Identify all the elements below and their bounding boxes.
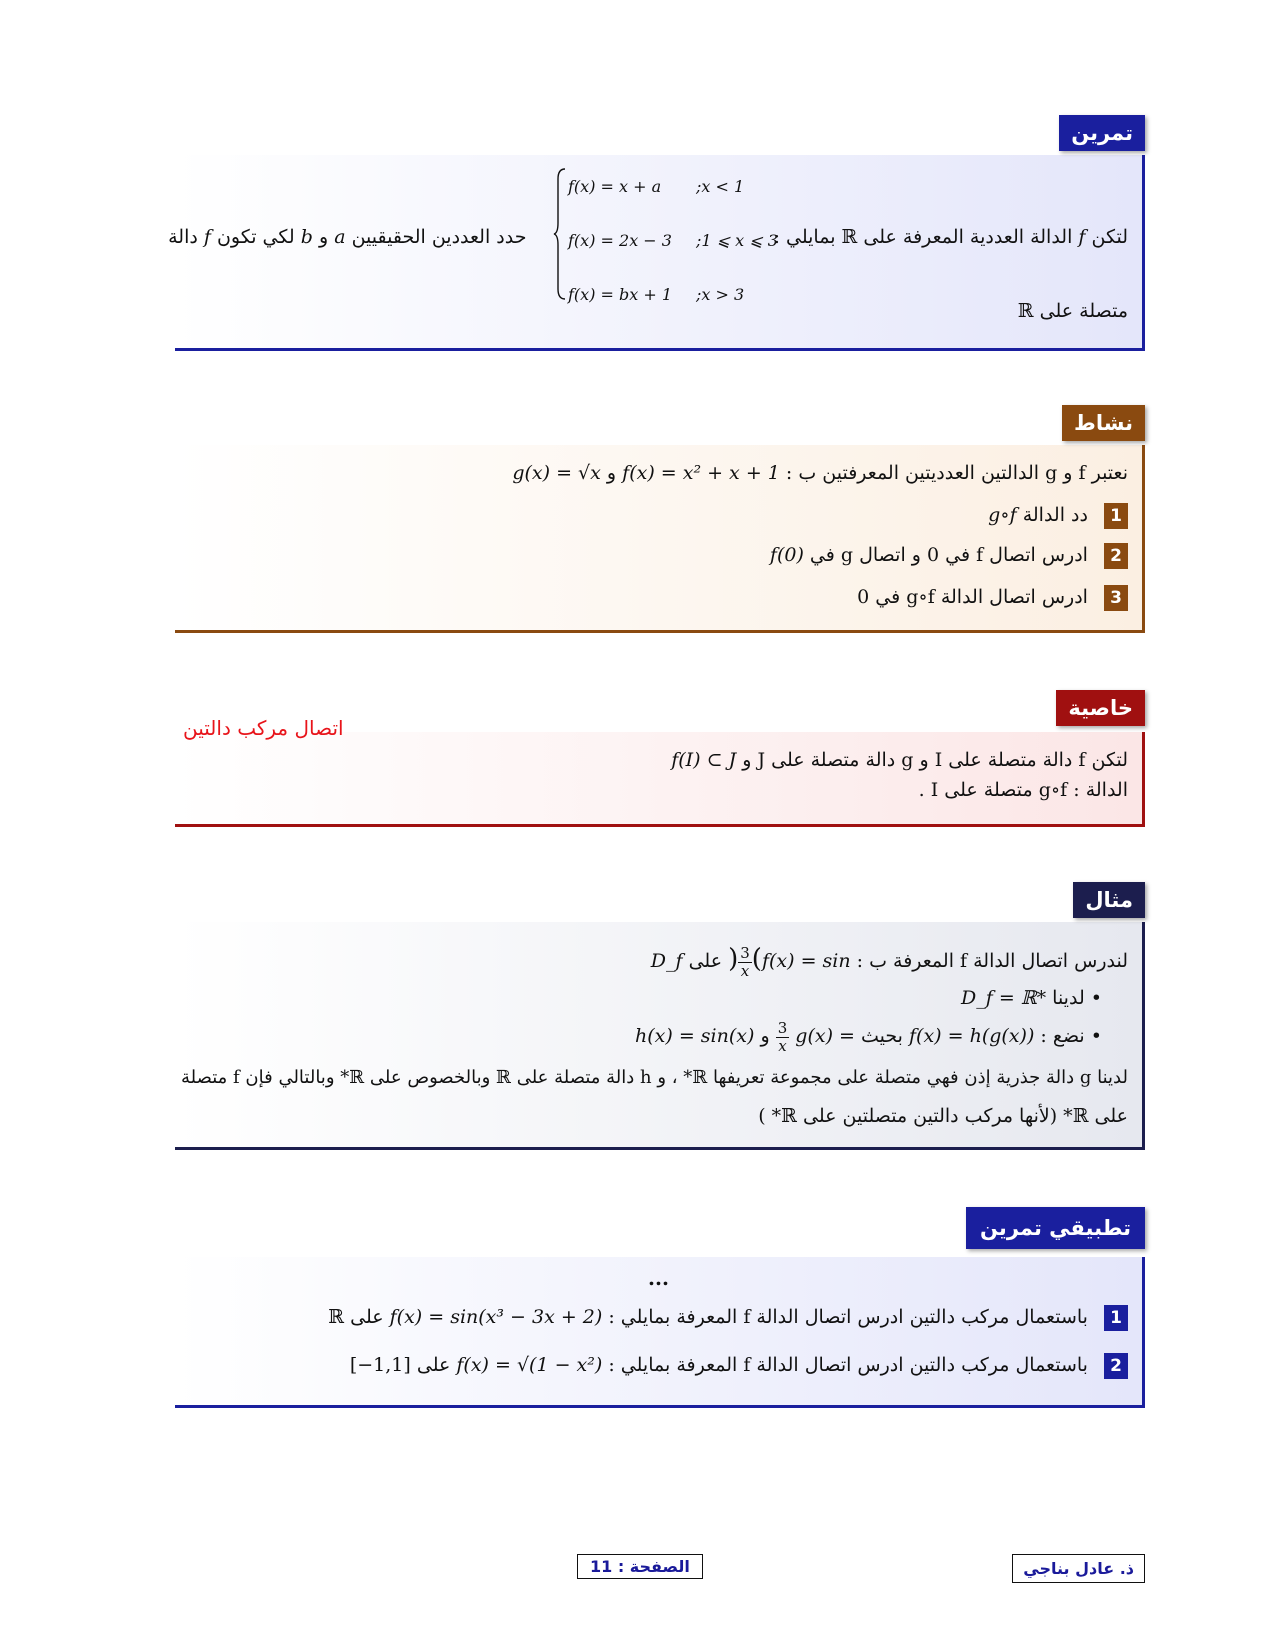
case-3-expr: f(x) = bx + 1 [568,285,673,304]
left-brace-icon [553,167,567,302]
property-line-1: لتكن f دالة متصلة على I و g دالة متصلة على J و f(I) ⊂ J [671,749,1128,771]
activity-intro: نعتبر f و g الدالتين العدديتين المعرفتين ب : f(x) = x² + x + 1 و g(x) = √x [512,462,1128,484]
applied-exercise-box [175,1207,1145,1412]
property-tag: خاصية [1056,690,1145,726]
case-2-cond: ;1 ⩽ x ⩽ 3 [696,231,778,250]
example-panel [175,922,1145,1147]
exercise-box-1 [168,115,1145,355]
ellipsis: ... [648,1266,669,1290]
applied-tag: تطبيقي تمرين [966,1207,1145,1249]
bottom-rule [175,1405,1145,1408]
activity-item-2: 2 ادرس اتصال f في 0 و اتصال g في f(0) [770,541,1128,570]
exercise-statement: لتكن f الدالة العددية المعرفة على ℝ بمايلي : حدد العددين الحقيقيين a و b لكي تكون f دالة [168,226,1128,248]
property-box [175,690,1145,830]
applied-item-1: 1 باستعمال مركب دالتين ادرس اتصال الدالة f المعرفة بمايلي : f(x) = sin(x³ − 3x + 2) على ℝ [328,1303,1128,1332]
example-box [175,882,1145,1154]
activity-panel [175,445,1145,630]
bottom-rule [175,824,1145,827]
case-1-expr: f(x) = x + a [568,177,662,196]
example-bullet-1: • لدينا D_f = ℝ* [961,987,1102,1009]
author-name: ذ. عادل بناجي [1012,1554,1145,1583]
case-2-expr: f(x) = 2x − 3 [568,231,672,250]
property-line-2: الدالة : g∘f متصلة على I . [918,779,1128,801]
bottom-rule [175,348,1145,351]
exercise-panel [168,155,1145,350]
exercise-tag: تمرين [1059,115,1145,151]
applied-item-2: 2 باستعمال مركب دالتين ادرس اتصال الدالة f المعرفة بمايلي : f(x) = √(1 − x²) على [−1,1] [350,1351,1128,1380]
bottom-rule [175,630,1145,633]
exercise-tail: متصلة على ℝ [1017,300,1128,322]
example-line-1: لندرس اتصال الدالة f المعرفة ب : f(x) = sin( $\frac{3}{x}$ ) على D_f [650,944,1128,980]
page-number: الصفحة : 11 [577,1554,703,1579]
piecewise-system [553,155,778,315]
case-1-cond: ;x < 1 [696,177,745,196]
activity-item-1: 1 دد الدالة g∘f [988,501,1128,530]
property-title: اتصال مركب دالتين [183,716,344,740]
activity-item-3: 3 ادرس اتصال الدالة g∘f في 0 [857,583,1128,612]
example-bullet-2: • نضع : f(x) = h(g(x)) بحيث g(x) = $\frac{3}{x}$ و h(x) = sin(x) [635,1019,1102,1055]
bottom-rule [175,1147,1145,1150]
example-paragraph-1: لدينا g دالة جذرية إذن فهي متصلة على مجموعة تعريفها ℝ* ، و h دالة متصلة على ℝ وبالخصوص على ℝ* وبالتالي فإن f متصلة [181,1067,1128,1088]
example-tag: مثال [1073,882,1145,918]
applied-panel [175,1257,1145,1405]
case-3-cond: ;x > 3 [696,285,745,304]
activity-box [175,405,1145,637]
property-panel [175,732,1145,824]
example-paragraph-2: على ℝ* (لأنها مركب دالتين متصلتين على ℝ* ) [758,1105,1128,1127]
activity-tag: نشاط [1062,405,1145,441]
